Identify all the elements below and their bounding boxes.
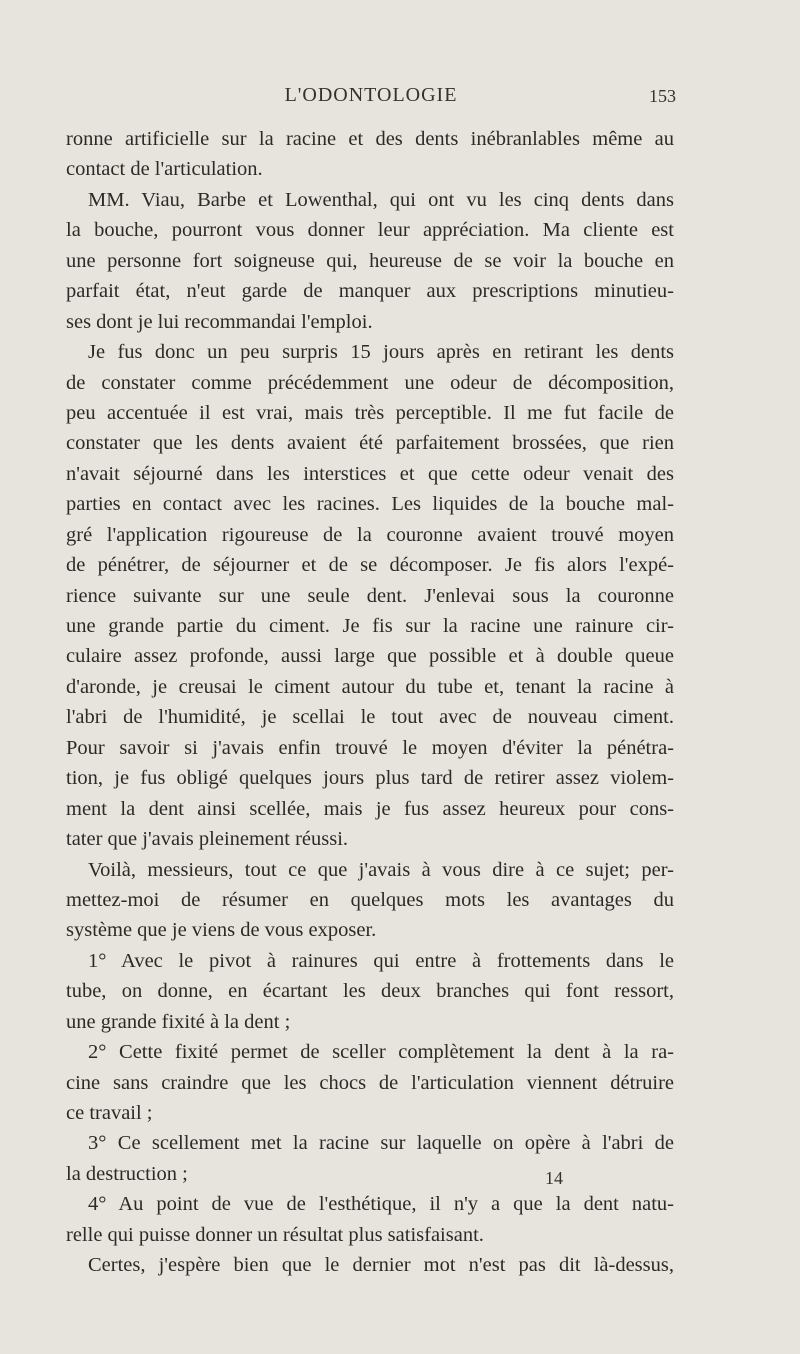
text-line: Certes, j'espère bien que le dernier mot n'est pas dit là-dessus, — [88, 1254, 674, 1277]
text-line: rience suivante sur une seule dent. J'enlevai sous la couronne — [66, 584, 674, 607]
text-line: 2° Cette fixité permet de sceller complètement la dent à la ra- — [88, 1041, 674, 1064]
text-line: n'avait séjourné dans les interstices et que cette odeur venait des — [66, 462, 674, 485]
text-line: 1° Avec le pivot à rainures qui entre à frottements dans le — [88, 949, 674, 972]
text-line: relle qui puisse donner un résultat plus satisfaisant. — [66, 1223, 484, 1246]
text-line: mettez-moi de résumer en quelques mots les avantages du — [66, 888, 674, 911]
text-line: MM. Viau, Barbe et Lowenthal, qui ont vu les cinq dents dans — [88, 188, 674, 211]
text-line: cine sans craindre que les chocs de l'articulation viennent détruire — [66, 1071, 674, 1094]
text-line: d'aronde, je creusai le ciment autour du tube et, tenant la racine à — [66, 675, 674, 698]
text-line: Pour savoir si j'avais enfin trouvé le moyen d'éviter la pénétra- — [66, 736, 674, 759]
text-line: une grande partie du ciment. Je fis sur la racine une rainure cir- — [66, 615, 674, 637]
text-line: 3° Ce scellement met la racine sur laquelle on opère à l'abri de — [88, 1132, 674, 1155]
text-line: peu accentuée il est vrai, mais très perceptible. Il me fut facile de — [66, 401, 674, 424]
text-line: de constater comme précédemment une odeur de décomposition, — [66, 371, 674, 394]
text-line: gré l'application rigoureuse de la couronne avaient trouvé moyen — [66, 523, 674, 546]
text-line: culaire assez profonde, aussi large que possible et à double queue — [66, 645, 674, 668]
text-line: de pénétrer, de séjourner et de se décomposer. Je fis alors l'expé- — [66, 554, 674, 577]
text-line: ce travail ; — [66, 1102, 153, 1124]
text-line: constater que les dents avaient été parfaitement brossées, que rien — [66, 432, 674, 455]
text-line: parties en contact avec les racines. Les liquides de la bouche mal- — [66, 493, 674, 516]
text-line: l'abri de l'humidité, je scellai le tout avec de nouveau ciment. — [66, 706, 674, 729]
text-line: ment la dent ainsi scellée, mais je fus assez heureux pour cons- — [66, 797, 674, 820]
page-number: 153 — [649, 86, 676, 106]
text-line: parfait état, n'eut garde de manquer aux prescriptions minutieu- — [66, 280, 674, 303]
text-line: tion, je fus obligé quelques jours plus tard de retirer assez violem- — [66, 767, 674, 790]
text-line: une grande fixité à la dent ; — [66, 1010, 291, 1033]
signature-mark: 14 — [545, 1168, 563, 1188]
running-head: L'ODONTOLOGIE — [284, 84, 458, 106]
text-line: la destruction ; — [66, 1162, 188, 1185]
text-line: une personne fort soigneuse qui, heureuse de se voir la bouche en — [66, 249, 674, 272]
text-line: Voilà, messieurs, tout ce que j'avais à vous dire à ce sujet; per- — [88, 858, 674, 881]
text-line: Je fus donc un peu surpris 15 jours après en retirant les dents — [88, 341, 674, 364]
text-line: système que je viens de vous exposer. — [66, 919, 377, 942]
text-line: tube, on donne, en écartant les deux branches qui font ressort, — [66, 980, 674, 1003]
body-text — [66, 124, 674, 1281]
text-line: ses dont je lui recommandai l'emploi. — [66, 310, 373, 333]
text-line: tater que j'avais pleinement réussi. — [66, 828, 349, 851]
text-line: la bouche, pourront vous donner leur appréciation. Ma cliente est — [66, 219, 674, 242]
page-header — [66, 80, 676, 114]
text-line: 4° Au point de vue de l'esthétique, il n'y a que la dent natu- — [88, 1193, 674, 1216]
text-line: contact de l'articulation. — [66, 158, 263, 181]
text-line: ronne artificielle sur la racine et des dents inébranlables même au — [66, 128, 674, 150]
